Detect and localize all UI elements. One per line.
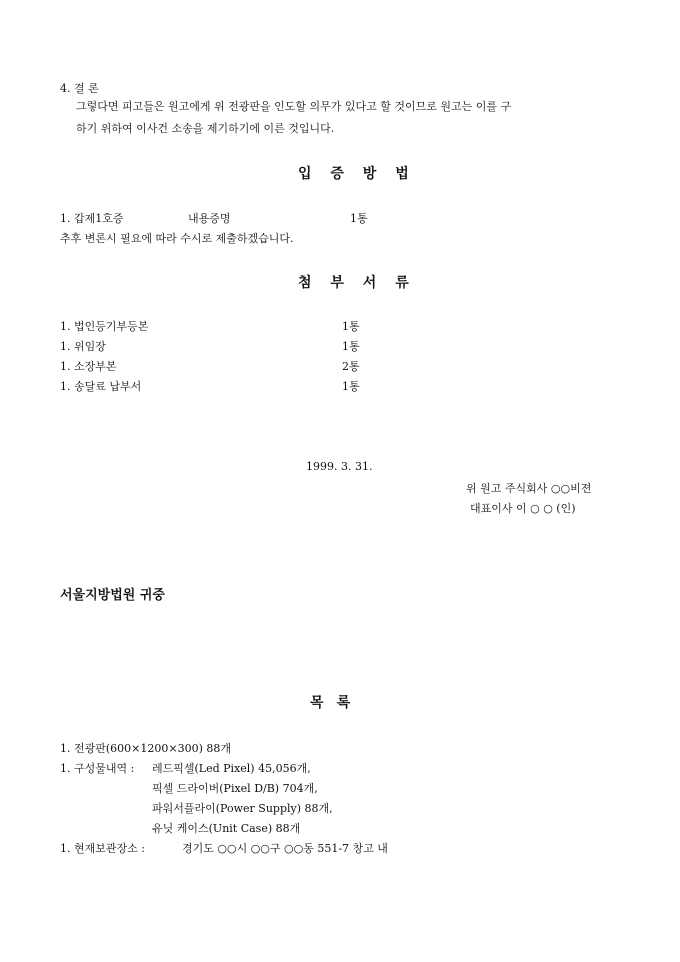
inventory-line (152, 800, 333, 816)
representative-name: 대표이사 이 ○ ○ (인) (470, 502, 576, 515)
attachments-title: 첨 부 서 류 (298, 275, 416, 291)
inventory-line (152, 820, 300, 836)
inventory-title: 목 록 (310, 695, 355, 711)
attachment-name: 1. 소장부본 (60, 360, 117, 373)
filing-date: 1999. 3. 31. (306, 460, 373, 473)
inventory-line-label: 1. 구성물내역 : (60, 762, 135, 775)
conclusion-line-1: 그렇다면 피고들은 원고에게 위 전광판을 인도할 의무가 있다고 할 것이므로 원고는 이를 구 (76, 100, 512, 113)
inventory-line-label: 1. 현재보관장소 : (60, 842, 145, 855)
inventory-line (152, 780, 318, 796)
attachment-count: 2통 (342, 360, 360, 373)
attachment-count: 1통 (342, 340, 360, 353)
attachment-name: 1. 법인등기부등본 (60, 320, 149, 333)
attachment-name: 1. 위임장 (60, 340, 106, 353)
inventory-line-value: 경기도 ○○시 ○○구 ○○동 551-7 창고 내 (182, 842, 388, 855)
inventory-line-value: 파워서플라이(Power Supply) 88개, (152, 802, 333, 815)
plaintiff-name: 위 원고 주식회사 ○○비젼 (466, 482, 592, 495)
evidence-item-desc: 내용증명 (188, 212, 231, 225)
court-addressee: 서울지방법원 귀중 (60, 588, 165, 603)
evidence-title: 입 증 방 법 (298, 166, 416, 182)
attachment-name: 1. 송달료 납부서 (60, 380, 142, 393)
evidence-item-count: 1통 (350, 212, 368, 225)
inventory-line (60, 840, 388, 856)
inventory-line (60, 760, 311, 776)
inventory-line-label: 1. 전광판(600×1200×300) 88개 (60, 742, 231, 755)
attachment-count: 1통 (342, 320, 360, 333)
evidence-item-name: 1. 갑제1호증 (60, 212, 124, 225)
conclusion-line-2: 하기 위하여 이사건 소송을 제기하기에 이른 것입니다. (76, 122, 335, 135)
inventory-line-value: 유닛 케이스(Unit Case) 88개 (152, 822, 301, 835)
attachment-count: 1통 (342, 380, 360, 393)
inventory-line-value: 레드픽셀(Led Pixel) 45,056개, (152, 762, 311, 775)
inventory-line (60, 740, 231, 756)
inventory-line-value: 픽셀 드라이버(Pixel D/B) 704개, (152, 782, 318, 795)
evidence-note: 추후 변론시 필요에 따라 수시로 제출하겠습니다. (60, 232, 294, 245)
conclusion-heading: 4. 결 론 (60, 82, 99, 95)
